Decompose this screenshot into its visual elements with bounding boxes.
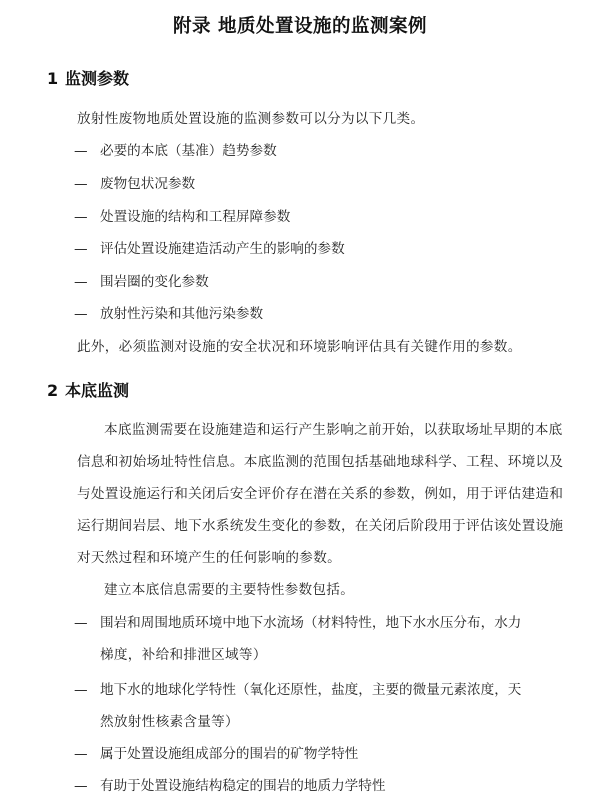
- list-item-continuation: 梯度，补给和排泄区域等）: [100, 647, 267, 663]
- section-1-intro: 放射性废物地质处置设施的监测参数可以分为以下几类。: [77, 111, 425, 127]
- list-item: — 有助于处置设施结构稳定的围岩的地质力学特性: [74, 778, 386, 794]
- list-item: — 放射性污染和其他污染参数: [74, 306, 264, 322]
- list-item: — 地下水的地球化学特性（氧化还原性，盐度，主要的微量元素浓度，天: [74, 682, 522, 698]
- list-item: — 废物包状况参数: [74, 176, 196, 192]
- paragraph-line: 本底监测需要在设施建造和运行产生影响之前开始，以获取场址早期的本底: [104, 422, 563, 438]
- list-item: — 围岩和周围地质环境中地下水流场（材料特性，地下水水压分布，水力: [74, 615, 522, 631]
- list-item: — 属于处置设施组成部分的围岩的矿物学特性: [74, 746, 359, 762]
- list-item-continuation: 然放射性核素含量等）: [100, 714, 239, 730]
- list-item: — 围岩圈的变化参数: [74, 274, 209, 290]
- section-1-number: 1: [47, 69, 59, 88]
- section-1-outro: 此外，必须监测对设施的安全状况和环境影响评估具有关键作用的参数。: [77, 339, 522, 355]
- section-2-number: 2: [47, 381, 59, 400]
- section-2-intro: 建立本底信息需要的主要特性参数包括。: [104, 582, 355, 598]
- paragraph-line: 与处置设施运行和关闭后安全评价存在潜在关系的参数，例如，用于评估建造和: [77, 486, 564, 502]
- section-1-heading: [47, 66, 129, 89]
- paragraph-line: 对天然过程和环境产生的任何影响的参数。: [77, 550, 341, 566]
- section-2-title: 本底监测: [65, 381, 130, 400]
- section-2-heading: [47, 378, 129, 401]
- list-item: — 评估处置设施建造活动产生的影响的参数: [74, 241, 345, 257]
- list-item: — 必要的本底（基准）趋势参数: [74, 143, 277, 159]
- page-title: 附录 地质处置设施的监测案例: [173, 16, 427, 37]
- section-1-title: 监测参数: [65, 69, 130, 88]
- list-item: — 处置设施的结构和工程屏障参数: [74, 209, 291, 225]
- paragraph-line: 运行期间岩层、地下水系统发生变化的参数，在关闭后阶段用于评估该处置设施: [77, 518, 564, 534]
- paragraph-line: 信息和初始场址特性信息。本底监测的范围包括基础地球科学、工程、环境以及: [77, 454, 564, 470]
